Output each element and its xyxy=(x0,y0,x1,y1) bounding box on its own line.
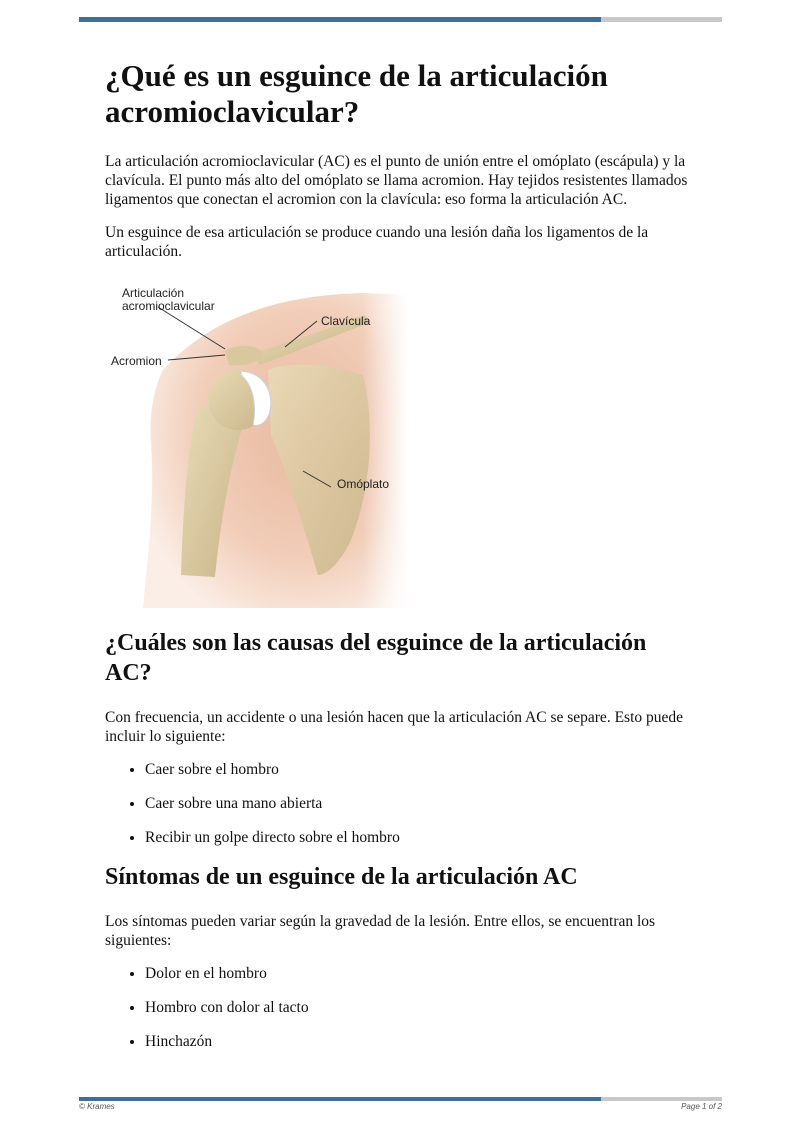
article xyxy=(105,58,695,1066)
list-item: • Hombro con dolor al tacto xyxy=(145,998,695,1017)
list-item: • Caer sobre una mano abierta xyxy=(145,794,695,813)
top-rule-accent xyxy=(79,17,601,22)
intro-paragraph-1: La articulación acromioclavicular (AC) es el punto de unión entre el omóplato (escápula) y la clavícula. El punto más alto del omóplato se llama acromion. Hay tejidos resistentes llamados ligamentos que conectan el acromion con la clavícula: eso forma la articulación AC. xyxy=(105,153,688,208)
footer-page-number: Page 1 of 2 xyxy=(681,1102,722,1111)
causes-list xyxy=(105,760,695,847)
list-item: • Hinchazón xyxy=(145,1032,695,1051)
label-acromion: Acromion xyxy=(111,354,162,368)
list-item: • Caer sobre el hombro xyxy=(145,760,695,779)
causes-intro: Con frecuencia, un accidente o una lesión hacen que la articulación AC se separe. Esto puede incluir lo siguiente: xyxy=(105,709,684,745)
top-rule xyxy=(79,17,722,22)
page-title: ¿Qué es un esguince de la articulación acromioclavicular? xyxy=(105,58,608,129)
shoulder-illustration xyxy=(103,275,408,608)
bottom-rule-grey xyxy=(601,1097,722,1101)
causes-heading: ¿Cuáles son las causas del esguince de la articulación AC? xyxy=(105,630,647,686)
label-ac-line2: acromioclavicular xyxy=(122,299,215,313)
bottom-rule-accent xyxy=(79,1097,601,1101)
label-ac-joint xyxy=(122,287,215,313)
symptoms-heading: Síntomas de un esguince de la articulación AC xyxy=(105,864,578,890)
intro-paragraph-2: Un esguince de esa articulación se produce cuando una lesión daña los ligamentos de la articulación. xyxy=(105,224,649,260)
label-clavicula: Clavícula xyxy=(321,314,371,328)
list-item: • Dolor en el hombro xyxy=(145,964,695,983)
symptoms-list xyxy=(105,964,695,1051)
bottom-rule xyxy=(79,1097,722,1101)
footer-copyright: © Krames xyxy=(79,1102,115,1111)
label-ac-line1: Articulación xyxy=(122,286,185,300)
symptoms-intro: Los síntomas pueden variar según la gravedad de la lesión. Entre ellos, se encuentran los siguientes: xyxy=(105,913,656,949)
label-omoplato: Omóplato xyxy=(337,477,390,491)
top-rule-grey xyxy=(601,17,722,22)
list-item: • Recibir un golpe directo sobre el hombro xyxy=(145,828,695,847)
